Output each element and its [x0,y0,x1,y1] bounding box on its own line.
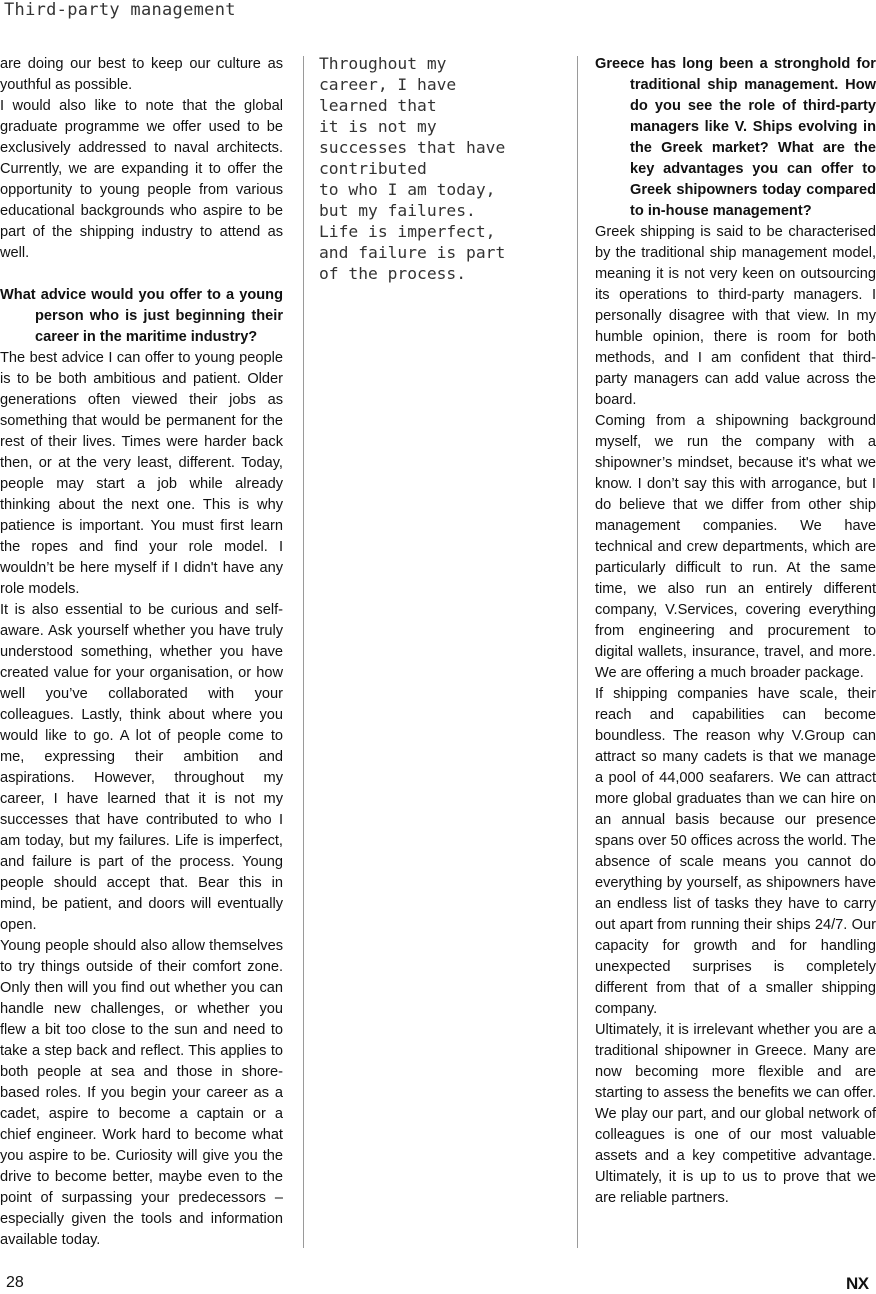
interview-question-advice: What advice would you offer to a young person who is just beginning their career in the maritime industry? [0,287,283,345]
left-column [0,54,283,1251]
pull-quote: Throughout my career, I have learned that it is not my successes that have contributed to who I am today, but my failures. Life is imperfect, and failure is part of the process. [319,54,506,283]
column-divider-left [303,56,304,1248]
page-number: 28 [6,1274,24,1291]
column-divider-right [577,56,578,1248]
answer-paragraph-3: Young people should also allow themselves to try things outside of their comfort zone. Only then will you find out whether you can handle new challenges, or whether you flew a bit too close to the sun and need to take a step back and reflect. This applies to both people at sea and those in shore-based roles. If you begin your career as a cadet, aspire to become a captain or a chief engineer. Work hard to become what you aspire to be. Curiosity will give you the drive to become better, maybe even to the point of surpassing your predecessors – especially given the tools and information available today. [0,938,283,1248]
left-paragraph-1: are doing our best to keep our culture as youthful as possible. [0,56,283,93]
right-answer-paragraph-3: If shipping companies have scale, their reach and capabilities can become boundless. The reason why V.Group can attract so many cadets is that we manage a pool of 44,000 seafarers. We can attract more global graduates than we can hire on an annual basis because our presence spans over 50 offices across the world. The absence of scale means you cannot do everything by yourself, as shipowners have an endless list of tasks they have to carry out apart from running their ships 24/7. Our capacity for growth and for handling unexpected surprises is completely different from that of a smaller shipping company. [595,686,876,1017]
answer-paragraph-1: The best advice I can offer to young people is to be both ambitious and patient. Older generations often viewed their jobs as something that would be permanent for the rest of their lives. Times were harder back then, or at the very least, different. Today, people may start a job while already thinking about the next one. This is why patience is important. You must first learn the ropes and find your role model. I wouldn’t be here myself if I didn't have any role models. [0,350,283,597]
right-answer-paragraph-4: Ultimately, it is irrelevant whether you are a traditional shipowner in Greece. Many are now becoming more flexible and are starting to assess the benefits we can offer. We play our part, and our global network of colleagues is one of our most valuable assets and a key competitive advantage. Ultimately, it is up to us to prove that we are reliable partners. [595,1022,876,1206]
interview-question-greece: Greece has long been a stronghold for traditional ship management. How do you see the role of third-party managers like V. Ships evolving in the Greek market? What are the key advantages you can offer to Greek shipowners today compared to in-house management? [595,56,876,219]
right-column [595,54,876,1209]
right-answer-paragraph-1: Greek shipping is said to be characterised by the traditional ship management model, meaning it is not very keen on outsourcing its operations to third-party managers. I personally disagree with that view. In my humble opinion, there is room for both methods, and I am confident that third-party managers can add value across the board. [595,224,876,408]
answer-paragraph-2: It is also essential to be curious and self-aware. Ask yourself whether you have truly understood something, whether you have created value for your organisation, or how well you’ve collaborated with your colleagues. Lastly, think about where you would like to go. A lot of people come to me, expressing their ambition and aspirations. However, throughout my career, I have learned that it is not my successes that have contributed to who I am today, but my failures. Life is imperfect, and failure is part of the process. Young people should accept that. Bear this in mind, be patient, and doors will eventually open. [0,602,283,933]
magazine-logo: NX [846,1274,869,1293]
right-answer-paragraph-2: Coming from a shipowning background myself, we run the company with a shipowner’s mindset, because it's what we know. I don’t say this with arrogance, but I do believe that we differ from other ship management companies. We have technical and crew departments, which are particularly difficult to run. At the same time, we also run an entirely different company, V.Services, covering everything from engineering and procurement to digital wallets, insurance, travel, and more. We are offering a much broader package. [595,413,876,681]
running-header: Third-party management [4,0,236,20]
left-paragraph-2: I would also like to note that the global graduate programme we offer used to be exclusively addressed to naval architects. Currently, we are expanding it to offer the opportunity to young people from various educational backgrounds who aspire to be part of the shipping industry to attend as well. [0,98,283,261]
